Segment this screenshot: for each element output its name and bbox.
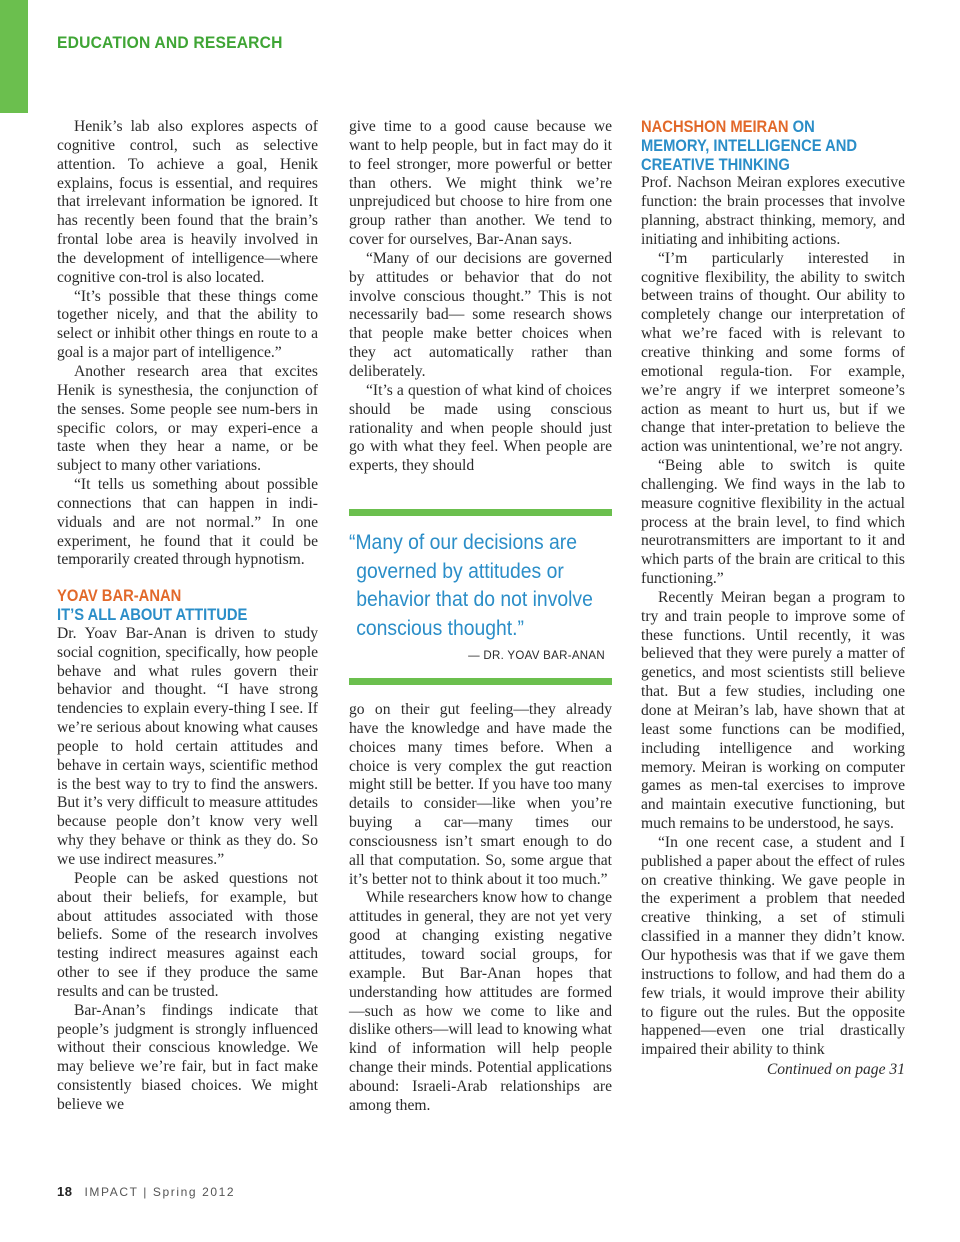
paragraph: “I’m particularly interested in cognitive flexibility, the ability to switch between trains of thought. Our ability to completely change our interpretation of what we’re faced with is relevant to creative thinking and some forms of emotional regula-tion. For example, we’re angry if we interpret someone’s action as meant to hurt us, but if we change that inter-pretation to believe the action was unintentional, we’re not angry.	[641, 249, 905, 456]
paragraph: People can be asked questions not about their beliefs, for example, but about attitudes associated with those beliefs. Some of the research involves testing indirect measures against each other to see if they produce the same results and can be trusted.	[57, 869, 318, 1000]
heading-name: NACHSHON MEIRAN	[641, 118, 789, 136]
paragraph: Henik’s lab also explores aspects of cognitive control, such as selective attention. To achieve a goal, Henik explains, focus is essential, and requires that irrelevant information be ignored. It has recently been found that the brain’s frontal lobe area is heavily involved in the development of intelligence—where cognitive con-trol is also located.	[57, 118, 318, 286]
paragraph: “Many of our decisions are governed by attitudes or behavior that do not involve conscious thought.” This is not necessarily bad— some research shows that people make better choices when they act automatically rather than deliberately.	[349, 249, 612, 380]
paragraph: Recently Meiran began a program to try and train people to improve some of these functions. Until recently, it was believed that they were purely a matter of genetics, and most scientists still believe that. But a few studies, including one done at Meiran’s lab, have shown that at least some functions can be modified, including intelligence and working memory. Meiran is working on computer games as men-tal exercises to improve and maintain executive functioning, but much remains to be understood, he says.	[641, 588, 905, 833]
paragraph: give time to a good cause because we want to help people, but in fact may do it to feel stronger, more powerful or better than others. We might think we’re unprejudiced but choose to hire from one group rather than another. We tend to cover for ourselves, Bar-Anan says.	[349, 118, 612, 249]
pull-quote-bottom-rule	[349, 678, 612, 685]
column-2-top	[349, 118, 612, 476]
pull-quote-line: behavior that do not involve	[356, 587, 593, 611]
pull-quote-line: governed by attitudes or	[356, 558, 564, 583]
pull-quote-line: conscious thought.”	[356, 615, 525, 640]
heading-on: ON	[788, 118, 815, 136]
heading-subtitle: MEMORY, INTELLIGENCE AND	[641, 136, 858, 155]
column-1	[57, 118, 318, 1115]
pull-quote-attribution: — DR. YOAV BAR-ANAN	[468, 650, 605, 662]
column-2-bottom	[349, 701, 612, 1116]
page-number: 18	[57, 1184, 73, 1199]
publication-name: IMPACT | Spring 2012	[84, 1185, 236, 1199]
paragraph: Prof. Nachson Meiran explores executive function: the brain processes that involve planning, abstract thinking, memory, and initiating and inhibiting actions.	[641, 174, 905, 248]
heading-subtitle: CREATIVE THINKING	[641, 155, 790, 174]
paragraph: Dr. Yoav Bar-Anan is driven to study social cognition, specifically, how people behave and what rules govern their behavior and thought. “I have strong tendencies to explain every-thing I see. If we’re serious about knowing what causes people to hold certain attitudes and behave in certain ways, scientific method is the best way to try to find the answers. But it’s very difficult to measure attitudes because people don’t know very well why they behave or think as they do. So we use indirect measures.”	[57, 624, 318, 868]
heading-subtitle: IT’S ALL ABOUT ATTITUDE	[57, 606, 248, 625]
paragraph: “It tells us something about possible connections that can happen in indi-viduals and are not normal.” In one experiment, he found that it could be temporarily created through hypnotism.	[57, 476, 318, 569]
meiran-heading	[641, 118, 905, 174]
column-3	[641, 118, 905, 1080]
paragraph: “It’s a question of what kind of choices should be made using conscious rationality and when people should just go with what they feel. When people are experts, they should	[349, 381, 612, 475]
section-color-tab	[0, 0, 28, 113]
pull-quote-line: “Many of our decisions are	[349, 530, 578, 554]
paragraph: While researchers know how to change attitudes in general, they are not yet very good at changing existing negative attitudes, toward social groups, for example. But Bar-Anan hopes that understanding how attitudes are formed—such as how we come to like and dislike others—will lead to knowing what kind of information will help people change their minds. Potential applications abound: Israeli-Arab relationships are among them.	[349, 889, 612, 1114]
heading-name: YOAV BAR-ANAN	[57, 587, 182, 606]
paragraph: “It’s possible that these things come together nicely, and that the ability to select or inhibit other things en route to a goal is a major part of intelligence.”	[57, 287, 318, 362]
bar-anan-heading	[57, 587, 318, 625]
page-footer	[57, 1184, 235, 1199]
paragraph: Another research area that excites Henik is synesthesia, the conjunction of the senses. Some people see num-bers in specific colors, or may experi-ence a taste when they hear a name, or be subject to many other variations.	[57, 362, 318, 475]
paragraph: Bar-Anan’s findings indicate that people’s judgment is strongly influenced without their conscious knowledge. We may believe we’re fair, but in fact make consistently biased choices. We might believe we	[57, 1001, 318, 1113]
paragraph: “In one recent case, a student and I published a paper about the effect of rules on creative thinking. We gave people in the experiment a problem that needed creative thinking, a set of stimuli classified in a manner they didn’t know. Our hypothesis was that if we gave them instructions to follow, and had them do a few trials, it would improve their ability to figure out the rules. But the opposite happened—even one trial drastically impaired their ability to think	[641, 833, 905, 1059]
pull-quote	[349, 528, 612, 642]
section-label: EDUCATION AND RESEARCH	[57, 33, 283, 52]
continued-note: Continued on page 31	[766, 1061, 905, 1079]
paragraph: “Being able to switch is quite challenging. We find ways in the lab to measure cognitive flexibility in the actual process at the brain level, to find which neurotransmitters are important to it and which parts of the brain are critical to this functioning.”	[641, 457, 905, 588]
pull-quote-top-rule	[349, 509, 612, 516]
paragraph: go on their gut feeling—they already have the knowledge and have made the choices many times before. When a choice is very complex the gut reaction might still be better. If you have too many details to consider—like when you’re buying a car—many times our consciousness isn’t smart enough to do all that computation. So, some argue that it’s better not to think about it too much.”	[349, 701, 612, 888]
